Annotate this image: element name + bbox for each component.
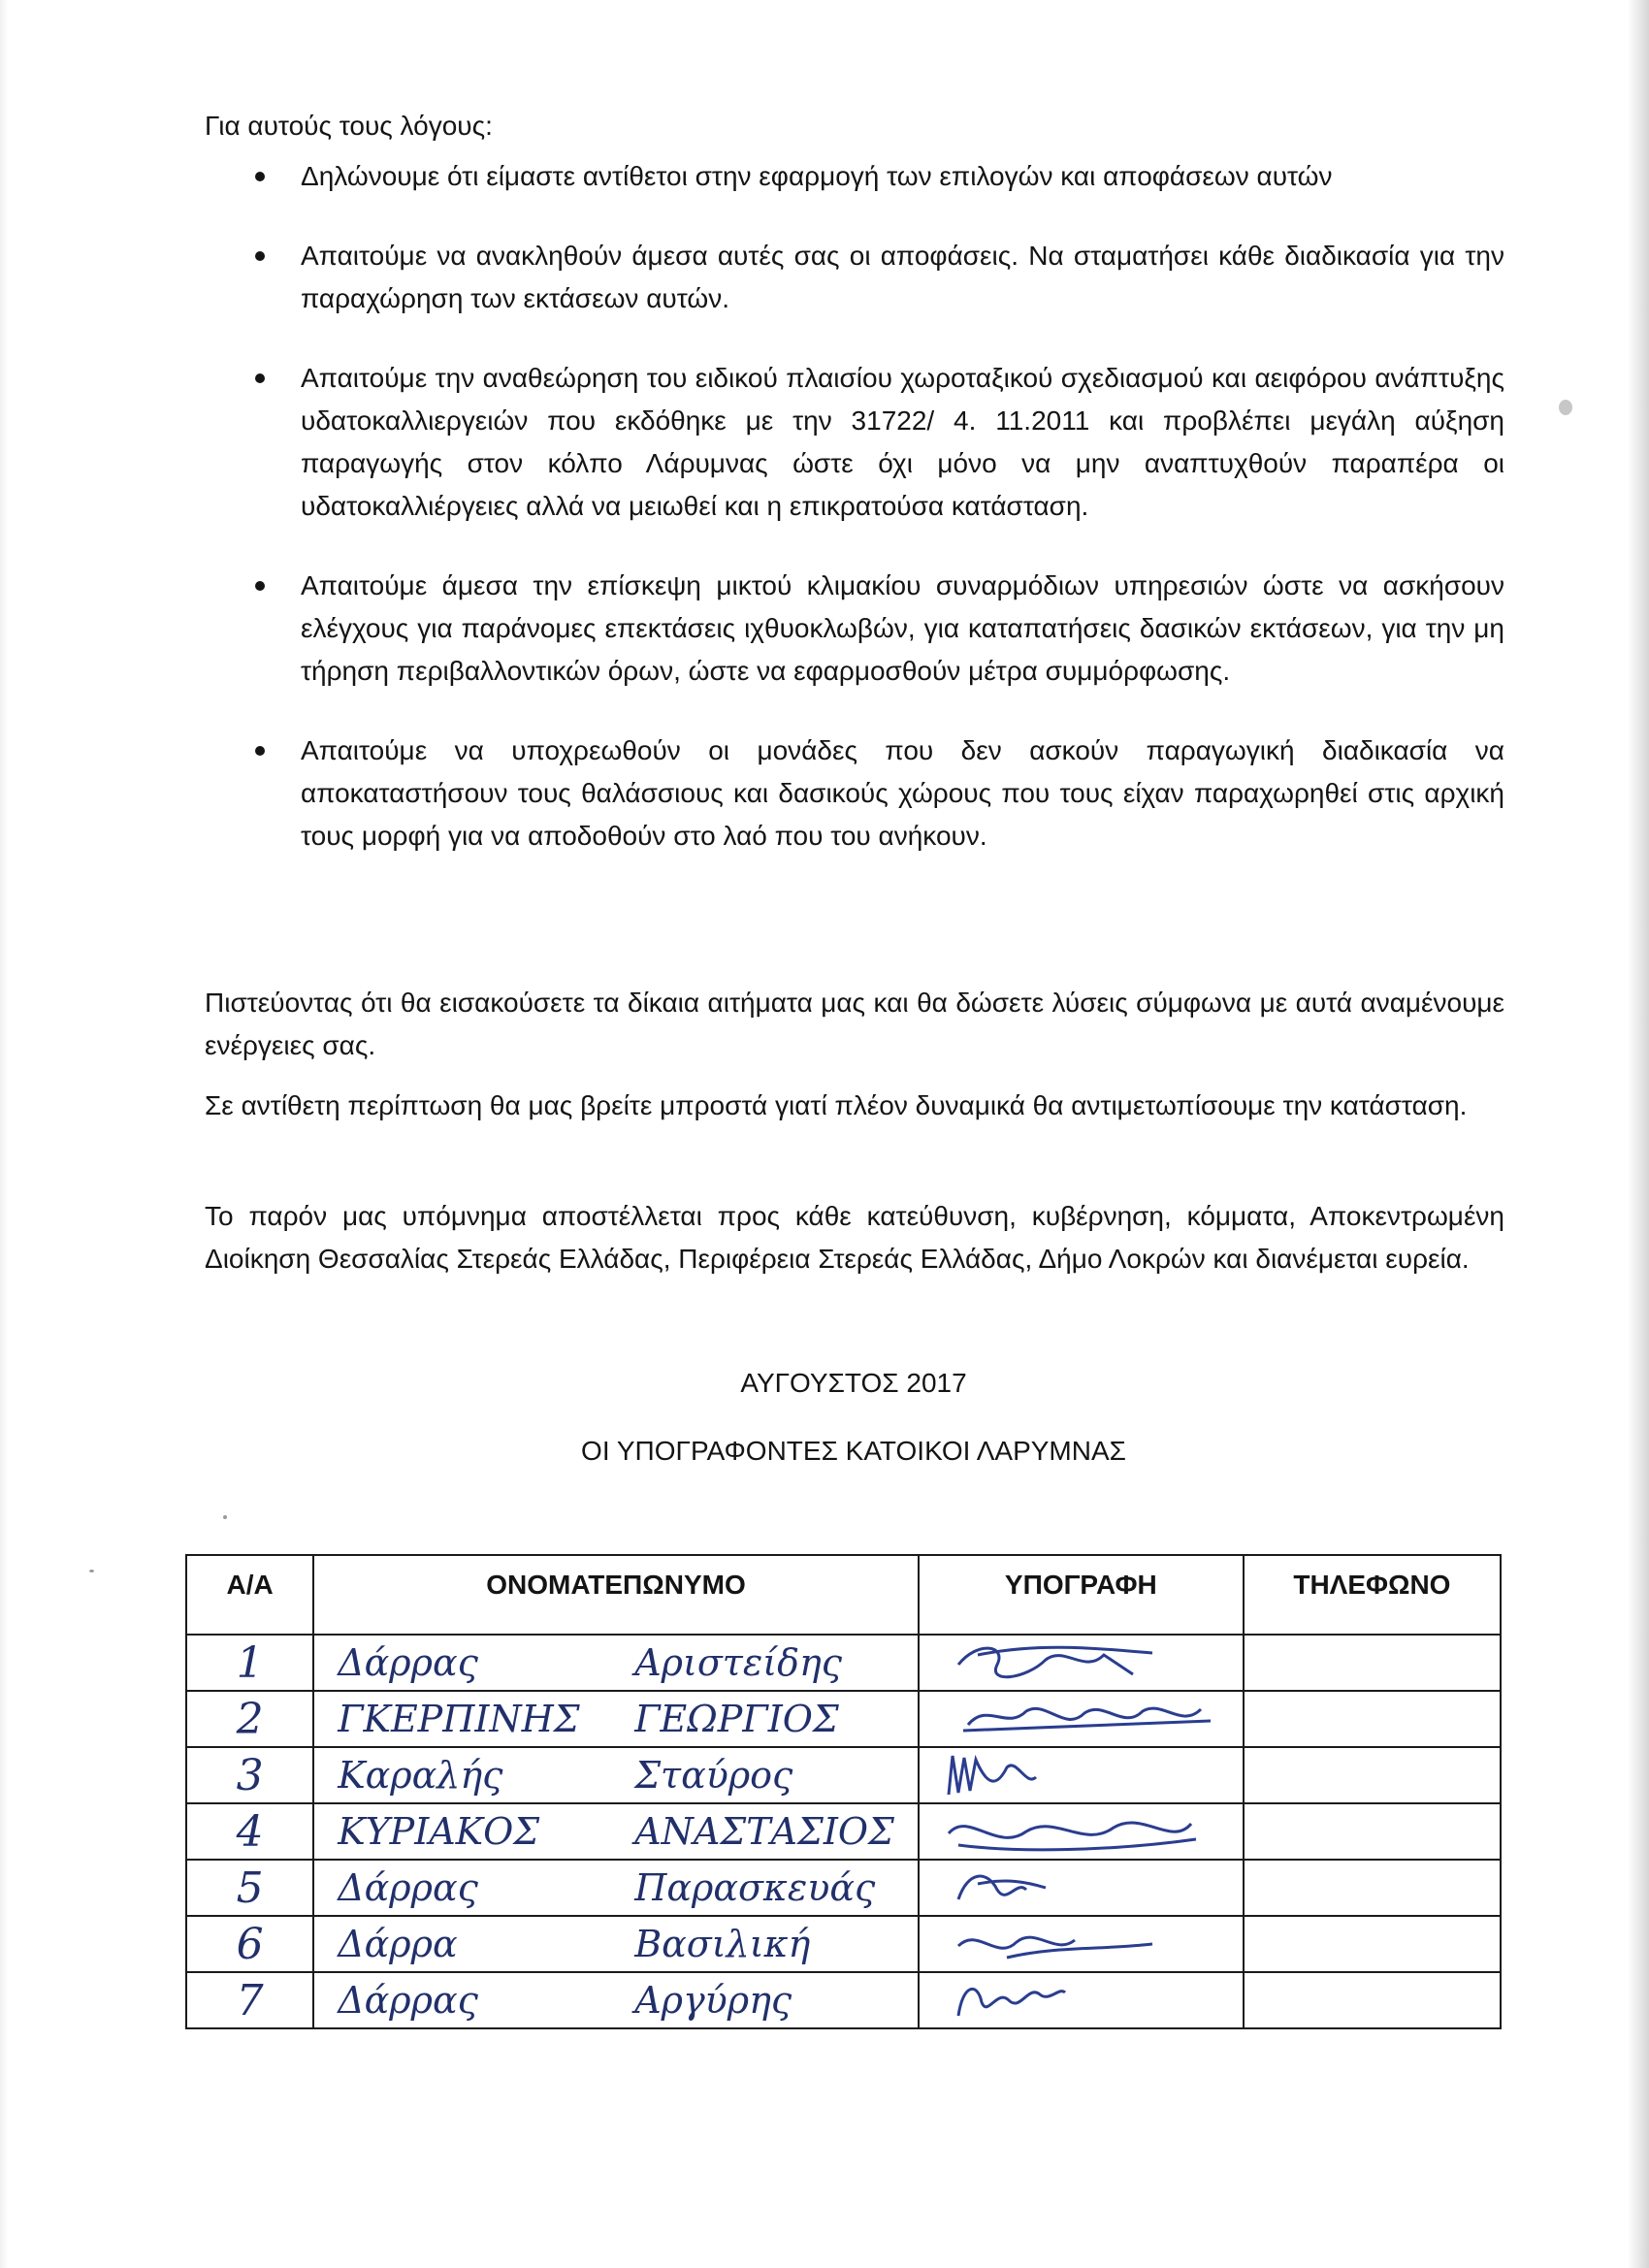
signature-cell (919, 1747, 1244, 1803)
name-cell (313, 1691, 919, 1747)
row-number-cell (186, 1972, 313, 2028)
demand-item (205, 235, 1504, 320)
demands-list (205, 155, 1504, 894)
scan-speck (1559, 400, 1572, 415)
first-name: Δάρρας (338, 1866, 478, 1909)
row-number-cell (186, 1860, 313, 1916)
bullet-icon (255, 251, 265, 261)
first-name: Δάρρας (338, 1641, 478, 1684)
bullet-icon (255, 581, 265, 591)
name-cell (313, 1803, 919, 1860)
row-number: 4 (236, 1806, 264, 1857)
row-number-cell (186, 1635, 313, 1691)
bullet-icon (255, 373, 265, 383)
intro-line: Για αυτούς τους λόγους: (205, 111, 493, 141)
bullet-icon (255, 172, 265, 181)
row-number: 5 (236, 1863, 264, 1913)
table-row (186, 1635, 1501, 1691)
name-cell (313, 1747, 919, 1803)
scan-speck (223, 1515, 227, 1519)
header-signature: ΥΠΟΓΡΑΦΗ (919, 1555, 1244, 1635)
demand-text: Απαιτούμε άμεσα την επίσκεψη μικτού κλιμακίου συναρμόδιων υπηρεσιών ώστε να ασκήσουν ελέγχους για παράνομες επεκτάσεις ιχθυοκλωβών, για καταπατήσεις δασικών εκτάσεων, για την μη τήρηση περιβαλλοντικών όρων, ώστε να εφαρμοσθούν μέτρα συμμόρφωσης. (301, 570, 1504, 686)
signature-scribble (920, 1804, 1241, 1859)
first-name: ΓΚΕΡΠΙΝΗΣ (338, 1698, 580, 1740)
phone-cell (1244, 1803, 1501, 1860)
table-row (186, 1972, 1501, 2028)
signature-cell (919, 1916, 1244, 1972)
signature-scribble (920, 1748, 1241, 1802)
first-name: Καραλής (338, 1754, 503, 1797)
row-number: 7 (236, 1975, 264, 2025)
table-row (186, 1860, 1501, 1916)
demand-text: Απαιτούμε να υποχρεωθούν οι μονάδες που δεν ασκούν παραγωγική διαδικασία να αποκαταστήσουν τους θαλάσσιους και δασικούς χώρους που τους είχαν παραχωρηθεί στις αρχική τους μορφή για να αποδοθούν στο λαό που του ανήκουν. (301, 735, 1504, 851)
distribution-paragraph: Το παρόν μας υπόμνημα αποστέλλεται προς κάθε κατεύθυνση, κυβέρνηση, κόμματα, Αποκεντρωμένη Διοίκηση Θεσσαλίας Στερεάς Ελλάδας, Περιφέρεια Στερεάς Ελλάδας, Δήμο Λοκρών και διανέμεται ευρεία. (205, 1201, 1504, 1274)
row-number: 1 (236, 1637, 264, 1688)
last-name: Βασιλική (634, 1923, 811, 1965)
demand-text: Απαιτούμε την αναθεώρηση του ειδικού πλαισίου χωροταξικού σχεδιασμού και αειφόρου ανάπτυξης υδατοκαλλιεργειών που εκδόθηκε με την 31722/ 4. 11.2011 και προβλέπει μεγάλη αύξηση παραγωγής στον κόλπο Λάρυμνας ώστε όχι μόνο να μην αναπτυχθούν παραπέρα οι υδατοκαλλιέργειες αλλά να μειωθεί και η επικρατούσα κατάσταση. (301, 363, 1504, 521)
row-number: 2 (236, 1694, 264, 1744)
row-number: 3 (236, 1750, 264, 1800)
scan-edge-right (1628, 0, 1649, 2268)
row-number-cell (186, 1691, 313, 1747)
row-number-cell (186, 1747, 313, 1803)
demand-text: Απαιτούμε να ανακληθούν άμεσα αυτές σας οι αποφάσεις. Να σταματήσει κάθε διαδικασία για την παραχώρηση των εκτάσεων αυτών. (301, 241, 1504, 313)
table-header-row (186, 1555, 1501, 1635)
last-name: Αργύρης (634, 1979, 792, 2022)
phone-cell (1244, 1635, 1501, 1691)
scan-edge-left (0, 0, 8, 2268)
signature-scribble (920, 1861, 1241, 1915)
demand-item (205, 565, 1504, 693)
row-number-cell (186, 1916, 313, 1972)
phone-cell (1244, 1691, 1501, 1747)
last-name: Αριστείδης (634, 1641, 843, 1684)
demand-item (205, 729, 1504, 858)
demand-text: Δηλώνουμε ότι είμαστε αντίθετοι στην εφαρμογή των επιλογών και αποφάσεων αυτών (301, 161, 1333, 191)
last-name: ΓΕΩΡΓΙΟΣ (634, 1698, 839, 1740)
phone-cell (1244, 1747, 1501, 1803)
name-cell (313, 1860, 919, 1916)
signature-cell (919, 1803, 1244, 1860)
scan-speck (89, 1570, 94, 1572)
signature-table (185, 1554, 1502, 2029)
first-name: Δάρρας (338, 1979, 478, 2022)
demand-item (205, 155, 1504, 198)
name-cell (313, 1635, 919, 1691)
name-cell (313, 1972, 919, 2028)
phone-cell (1244, 1916, 1501, 1972)
last-name: ΑΝΑΣΤΑΣΙΟΣ (634, 1810, 894, 1853)
phone-cell (1244, 1972, 1501, 2028)
row-number: 6 (236, 1919, 264, 1969)
first-name: ΚΥΡΙΑΚΟΣ (338, 1810, 540, 1853)
name-cell (313, 1916, 919, 1972)
header-name: ΟΝΟΜΑΤΕΠΩΝΥΜΟ (313, 1555, 919, 1635)
closing-paragraph: Πιστεύοντας ότι θα εισακούσετε τα δίκαια αιτήματα μας και θα δώσετε λύσεις σύμφωνα με αυτά αναμένουμε ενέργειες σας. (205, 988, 1504, 1060)
warning-paragraph: Σε αντίθετη περίπτωση θα μας βρείτε μπροστά γιατί πλέον δυναμικά θα αντιμετωπίσουμε την κατάσταση. (205, 1090, 1468, 1120)
bullet-icon (255, 746, 265, 756)
signature-scribble (920, 1636, 1241, 1690)
demand-item (205, 357, 1504, 528)
signature-scribble (920, 1917, 1241, 1971)
table-row (186, 1916, 1501, 1972)
signature-cell (919, 1691, 1244, 1747)
phone-cell (1244, 1860, 1501, 1916)
last-name: Παρασκευάς (634, 1866, 876, 1909)
signature-cell (919, 1635, 1244, 1691)
signature-scribble (920, 1973, 1241, 2027)
signature-cell (919, 1972, 1244, 2028)
first-name: Δάρρα (338, 1923, 458, 1965)
signature-cell (919, 1860, 1244, 1916)
last-name: Σταύρος (634, 1754, 793, 1797)
table-row (186, 1691, 1501, 1747)
row-number-cell (186, 1803, 313, 1860)
table-row (186, 1747, 1501, 1803)
signatories-heading: ΟΙ ΥΠΟΓΡΑΦΟΝΤΕΣ ΚΑΤΟΙΚΟΙ ΛΑΡΥΜΝΑΣ (581, 1436, 1126, 1466)
date-line: ΑΥΓΟΥΣΤΟΣ 2017 (740, 1368, 967, 1398)
table-row (186, 1803, 1501, 1860)
signature-scribble (920, 1692, 1241, 1746)
header-phone: ΤΗΛΕΦΩΝΟ (1244, 1555, 1501, 1635)
header-number: Α/Α (186, 1555, 313, 1635)
